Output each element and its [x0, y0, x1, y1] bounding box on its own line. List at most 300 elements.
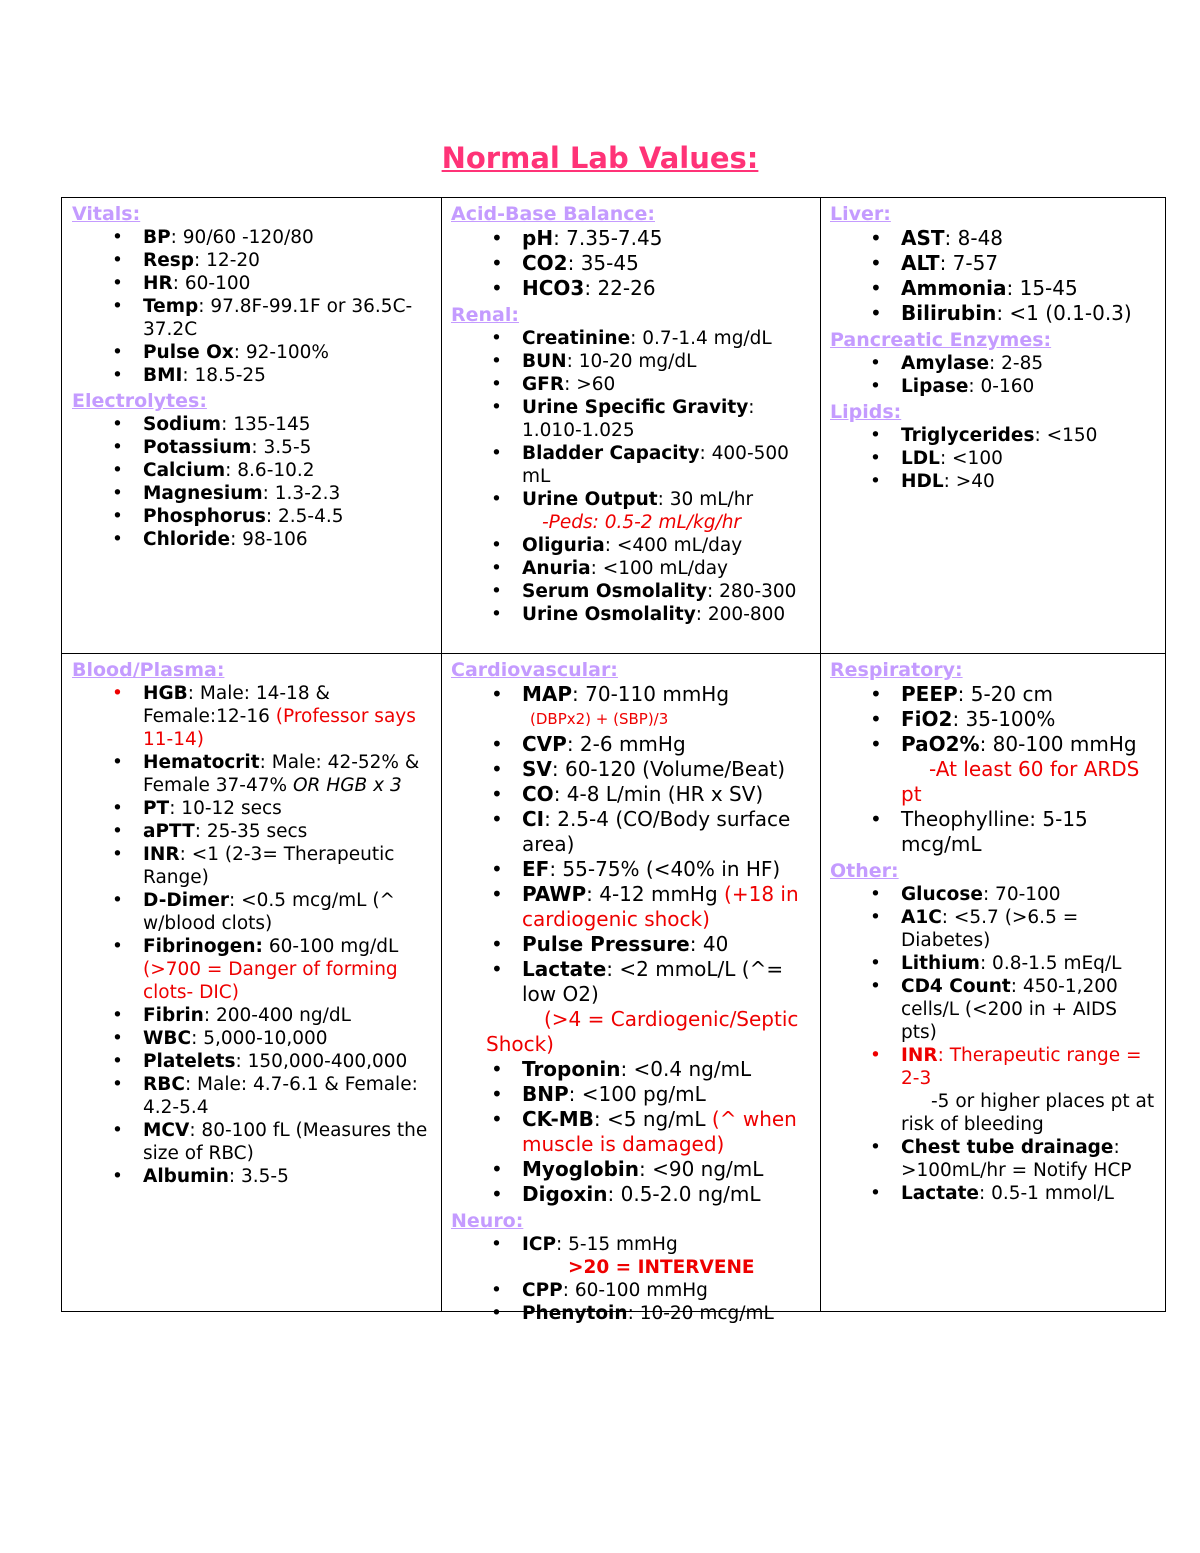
lab-label: Potassium	[143, 437, 252, 458]
lab-label: FiO2	[901, 707, 953, 731]
lab-label: CO2	[522, 251, 568, 275]
bullet-icon: •	[112, 483, 123, 504]
bullet-icon: •	[491, 732, 503, 756]
bullet-icon: •	[491, 276, 503, 300]
cell-respiratory-other	[820, 654, 1166, 1311]
lab-item	[830, 424, 1158, 447]
bullet-icon: •	[870, 353, 881, 374]
lab-label: Lactate	[901, 1183, 979, 1204]
bullet-icon: •	[491, 351, 502, 372]
lab-value: : 90/60 -120/80	[170, 227, 314, 248]
lab-value: : 0.7-1.4 mg/dL	[630, 328, 772, 349]
lab-value: : >40	[943, 471, 995, 492]
lab-label: Amylase	[901, 353, 990, 374]
lab-item	[451, 226, 812, 251]
lab-label: Bladder Capacity	[522, 443, 700, 464]
lab-label: SV	[522, 757, 552, 781]
bullet-icon: •	[870, 732, 882, 756]
section-heading: Liver:	[830, 203, 891, 225]
lab-label: Chloride	[143, 529, 231, 550]
lab-value: : <400 mL/day	[604, 535, 743, 556]
lab-value: : <1 (0.1-0.3)	[996, 301, 1132, 325]
lab-item	[451, 327, 812, 350]
lab-label: HDL	[901, 471, 944, 492]
bullet-icon: •	[491, 489, 502, 510]
lab-label: Fibrin	[143, 1005, 204, 1026]
lab-value: : 4-8 L/min (HR x SV)	[553, 782, 764, 806]
bullet-icon: •	[491, 535, 502, 556]
lab-value: : 0-160	[968, 376, 1035, 397]
lab-value: : 25-35 secs	[194, 821, 308, 842]
lab-item	[830, 906, 1158, 952]
lab-value: : <100	[939, 448, 1003, 469]
bullet-icon: •	[870, 884, 881, 905]
lab-item	[830, 707, 1158, 732]
bullet-icon: •	[870, 448, 881, 469]
lab-label: RBC	[143, 1074, 185, 1095]
lab-note: (Professor says 11-14)	[143, 706, 416, 750]
cell-vitals-electrolytes	[62, 198, 441, 653]
lab-item	[451, 1157, 812, 1182]
lab-value: : 200-800	[695, 604, 786, 625]
lab-label: LDL	[901, 448, 940, 469]
lab-label: Creatinine	[522, 328, 631, 349]
bullet-icon: •	[112, 1074, 123, 1095]
lab-value: : <5.7 (>6.5 = Diabetes)	[901, 907, 1079, 951]
lab-label: PEEP	[901, 682, 958, 706]
lab-value: : 7.35-7.45	[553, 226, 663, 250]
section-heading: Neuro:	[451, 1210, 524, 1232]
lab-item	[72, 226, 433, 249]
bullet-icon: •	[112, 936, 123, 957]
lab-label: Lipase	[901, 376, 969, 397]
bullet-icon: •	[491, 682, 503, 706]
lab-item	[72, 528, 433, 551]
lab-item	[72, 413, 433, 436]
bullet-icon: •	[112, 414, 123, 435]
lab-item	[72, 364, 433, 387]
lab-label: Lithium	[901, 953, 980, 974]
lab-label: Albumin	[143, 1166, 229, 1187]
bullet-icon: •	[112, 890, 123, 911]
lab-value: : 70-110 mmHg	[572, 682, 730, 706]
lab-value: : 97.8F-99.1F or 36.5C-37.2C	[143, 296, 413, 340]
bullet-icon: •	[491, 1182, 503, 1206]
lab-value: : <150	[1034, 425, 1098, 446]
bullet-icon: •	[491, 957, 503, 981]
lab-value: : <100 mL/day	[590, 558, 729, 579]
lab-item	[451, 732, 812, 757]
lab-label: Hematocrit	[143, 752, 260, 773]
lab-item	[72, 459, 433, 482]
lab-label: Magnesium	[143, 483, 263, 504]
bullet-icon: •	[491, 374, 502, 395]
lab-item	[72, 935, 433, 1004]
lab-label: Myoglobin	[522, 1157, 640, 1181]
bullet-icon: •	[112, 460, 123, 481]
lab-label: Urine Specific Gravity	[522, 397, 749, 418]
lab-value: : 8.6-10.2	[225, 460, 315, 481]
lab-item	[830, 470, 1158, 493]
cell-cardiovascular-neuro	[441, 654, 820, 1324]
bullet-icon: •	[112, 529, 123, 550]
bullet-icon: •	[491, 1107, 503, 1131]
lab-item	[451, 488, 812, 534]
lab-value: : 400-500 mL	[522, 443, 789, 487]
lab-value: : 2-6 mmHg	[566, 732, 686, 756]
lab-value: : 92-100%	[233, 342, 329, 363]
bullet-icon: •	[112, 227, 123, 248]
section-heading: Renal:	[451, 304, 519, 326]
lab-value: : 0.5-1 mmol/L	[978, 1183, 1114, 1204]
lab-item	[72, 272, 433, 295]
lab-label: BUN	[522, 351, 567, 372]
lab-item	[451, 603, 812, 626]
lab-item	[451, 373, 812, 396]
lab-value: : 3.5-5	[228, 1166, 289, 1187]
bullet-icon: •	[870, 471, 881, 492]
lab-value: : <90 ng/mL	[639, 1157, 764, 1181]
bullet-icon: •	[491, 558, 502, 579]
bullet-icon: •	[491, 443, 502, 464]
lab-item	[830, 883, 1158, 906]
lab-value: : 8-48	[944, 226, 1004, 250]
lab-label: Anuria	[522, 558, 591, 579]
lab-value: : 10-12 secs	[169, 798, 282, 819]
lab-label: WBC	[143, 1028, 192, 1049]
lab-item	[830, 1182, 1158, 1205]
bullet-icon: •	[491, 581, 502, 602]
lab-label: AST	[901, 226, 945, 250]
lab-item	[72, 682, 433, 751]
bullet-icon: •	[491, 1082, 503, 1106]
lab-item	[830, 975, 1158, 1044]
lab-value: : 35-45	[567, 251, 639, 275]
lab-note: (^ when muscle is damaged)	[522, 1107, 797, 1156]
section-list	[451, 682, 812, 1207]
lab-label: Troponin	[522, 1057, 621, 1081]
lab-label: Calcium	[143, 460, 226, 481]
lab-label: D-Dimer	[143, 890, 230, 911]
lab-value: : >100mL/hr = Notify HCP	[901, 1137, 1132, 1181]
lab-item	[72, 505, 433, 528]
bullet-icon: •	[491, 1280, 502, 1301]
section-list	[72, 682, 433, 1188]
lab-item	[451, 882, 812, 932]
lab-value: : 0.5-2.0 ng/mL	[607, 1182, 761, 1206]
lab-item	[72, 1165, 433, 1188]
lab-item	[451, 442, 812, 488]
lab-label: Urine Output	[522, 489, 658, 510]
lab-item	[72, 820, 433, 843]
lab-item	[451, 957, 812, 1057]
lab-item	[451, 782, 812, 807]
bullet-icon: •	[491, 757, 503, 781]
section-list	[451, 226, 812, 301]
section-list	[451, 1233, 812, 1325]
lab-value: : Male: 14-18 & Female:12-16	[143, 683, 330, 727]
section-list	[830, 424, 1158, 493]
section-heading: Cardiovascular:	[451, 659, 618, 681]
bullet-icon: •	[870, 807, 882, 831]
lab-item	[830, 807, 1158, 857]
lab-value: Theophylline: 5-15 mcg/mL	[901, 807, 1088, 856]
lab-item	[72, 1027, 433, 1050]
cell-acid-base-renal	[441, 198, 820, 653]
section-heading: Acid-Base Balance:	[451, 203, 655, 225]
section-list	[72, 226, 433, 387]
lab-label: Oliguria	[522, 535, 605, 556]
bullet-icon: •	[870, 251, 882, 275]
cell-liver-pancreas-lipids	[820, 198, 1166, 653]
lab-label: INR	[901, 1045, 938, 1066]
lab-item	[830, 447, 1158, 470]
section-heading: Other:	[830, 860, 899, 882]
lab-value: : 280-300	[707, 581, 797, 602]
bullet-icon: •	[870, 425, 881, 446]
bullet-icon: •	[112, 844, 123, 865]
section-list	[72, 413, 433, 551]
lab-item	[830, 375, 1158, 398]
lab-label: Phosphorus	[143, 506, 266, 527]
bullet-icon: •	[870, 682, 882, 706]
lab-label: CK-MB	[522, 1107, 594, 1131]
lab-label: HR	[143, 273, 173, 294]
bullet-icon: •	[491, 1157, 503, 1181]
section-heading: Lipids:	[830, 401, 902, 423]
bullet-icon: •	[491, 1234, 502, 1255]
lab-item	[451, 534, 812, 557]
lab-value: : 40	[689, 932, 729, 956]
bullet-icon: •	[112, 1120, 123, 1141]
lab-label: BP	[143, 227, 171, 248]
lab-subnote: -At least 60 for ARDS pt	[901, 757, 1140, 806]
lab-label: MCV	[143, 1120, 190, 1141]
red-bullet-icon: •	[870, 1045, 881, 1066]
lab-item	[451, 580, 812, 603]
lab-label: CVP	[522, 732, 567, 756]
lab-item	[72, 751, 433, 797]
lab-item	[451, 1082, 812, 1107]
lab-label: Sodium	[143, 414, 222, 435]
lab-label: ALT	[901, 251, 940, 275]
lab-value: : 10-20 mg/dL	[566, 351, 697, 372]
lab-item	[451, 557, 812, 580]
bullet-icon: •	[491, 857, 503, 881]
lab-value: : Male: 4.7-6.1 & Female: 4.2-5.4	[143, 1074, 418, 1118]
section-list	[830, 352, 1158, 398]
bullet-icon: •	[870, 707, 882, 731]
bullet-icon: •	[112, 1028, 123, 1049]
lab-value: : 3.5-5	[251, 437, 312, 458]
bullet-icon: •	[491, 807, 503, 831]
lab-label: ICP	[522, 1234, 557, 1255]
bullet-icon: •	[112, 1166, 123, 1187]
bullet-icon: •	[870, 301, 882, 325]
lab-value: : 80-100 mmHg	[979, 732, 1137, 756]
lab-value: : 5,000-10,000	[191, 1028, 328, 1049]
lab-value: : <0.5 mcg/mL (^ w/blood clots)	[143, 890, 396, 934]
bullet-icon: •	[870, 1137, 881, 1158]
lab-label: Urine Osmolality	[522, 604, 696, 625]
lab-label: Fibrinogen:	[143, 936, 263, 957]
lab-value: 60-100 mg/dL	[262, 936, 399, 957]
section-heading: Blood/Plasma:	[72, 659, 225, 681]
lab-item	[451, 1279, 812, 1302]
lab-item	[830, 682, 1158, 707]
lab-subnote: >20 = INTERVENE	[568, 1257, 755, 1278]
lab-value: : <100 pg/mL	[568, 1082, 706, 1106]
bullet-icon: •	[870, 976, 881, 997]
lab-value: : 1.010-1.025	[522, 397, 755, 441]
lab-label: BMI	[143, 365, 183, 386]
lab-label: Phenytoin	[522, 1303, 628, 1324]
section-list	[830, 682, 1158, 857]
lab-value: : 55-75% (<40% in HF)	[549, 857, 781, 881]
bullet-icon: •	[112, 506, 123, 527]
lab-value: : 98-106	[230, 529, 308, 550]
lab-label: Pulse Pressure	[522, 932, 690, 956]
bullet-icon: •	[870, 953, 881, 974]
lab-value: : 5-20 cm	[957, 682, 1053, 706]
lab-label: pH	[522, 226, 554, 250]
bullet-icon: •	[112, 1005, 123, 1026]
bullet-icon: •	[112, 1051, 123, 1072]
lab-item	[830, 276, 1158, 301]
lab-item	[72, 1050, 433, 1073]
lab-label: INR	[143, 844, 180, 865]
lab-value: : 0.8-1.5 mEq/L	[979, 953, 1122, 974]
lab-item	[830, 732, 1158, 807]
bullet-icon: •	[112, 365, 123, 386]
lab-label: Triglycerides	[901, 425, 1035, 446]
lab-label: PaO2%	[901, 732, 980, 756]
bullet-icon: •	[491, 1057, 503, 1081]
bullet-icon: •	[112, 342, 123, 363]
lab-value: : 2-85	[989, 353, 1044, 374]
bullet-icon: •	[870, 376, 881, 397]
lab-item	[451, 1182, 812, 1207]
lab-item	[72, 436, 433, 459]
lab-item	[451, 1107, 812, 1157]
lab-value: : 80-100 fL (Measures the size of RBC)	[143, 1120, 428, 1164]
bullet-icon: •	[112, 273, 123, 294]
lab-label: GFR	[522, 374, 565, 395]
lab-label: PAWP	[522, 882, 587, 906]
bullet-icon: •	[491, 397, 502, 418]
lab-note: (+18 in cardiogenic shock)	[522, 882, 799, 931]
lab-item	[451, 350, 812, 373]
lab-label: Serum Osmolality	[522, 581, 708, 602]
lab-value: : <1 (2-3= Therapeutic Range)	[143, 844, 395, 888]
lab-subnote: -Peds: 0.5-2 mL/kg/hr	[542, 512, 742, 533]
lab-item	[451, 932, 812, 957]
lab-value: : 10-20 mcg/mL	[627, 1303, 774, 1324]
lab-value-note: OR HGB x 3	[293, 775, 402, 796]
lab-value: : 60-120 (Volume/Beat)	[551, 757, 786, 781]
section-heading: Vitals:	[72, 203, 141, 225]
section-list	[830, 883, 1158, 1205]
lab-item	[72, 341, 433, 364]
lab-value: : 7-57	[939, 251, 999, 275]
lab-item	[451, 682, 812, 732]
lab-item	[72, 843, 433, 889]
bullet-icon: •	[491, 1303, 502, 1324]
lab-value: : 18.5-25	[182, 365, 266, 386]
lab-label: Platelets	[143, 1051, 236, 1072]
lab-label: CI	[522, 807, 545, 831]
bullet-icon: •	[491, 226, 503, 250]
lab-value: : Male: 42-52% & Female 37-47%	[143, 752, 420, 796]
lab-value: : 135-145	[221, 414, 311, 435]
bullet-icon: •	[870, 276, 882, 300]
lab-item	[451, 1233, 812, 1279]
lab-note: (>700 = Danger of forming clots- DIC)	[143, 959, 398, 1003]
lab-value: : 150,000-400,000	[235, 1051, 408, 1072]
section-heading: Respiratory:	[830, 659, 963, 681]
bullet-icon: •	[491, 782, 503, 806]
lab-item	[451, 396, 812, 442]
lab-item	[72, 482, 433, 505]
lab-item	[830, 251, 1158, 276]
lab-subnote: -5 or higher places pt at risk of bleeding	[901, 1091, 1155, 1135]
lab-value: : Therapeutic range = 2-3	[901, 1045, 1142, 1089]
lab-item	[451, 807, 812, 857]
bullet-icon: •	[112, 821, 123, 842]
bullet-icon: •	[870, 226, 882, 250]
lab-label: Temp	[143, 296, 199, 317]
lab-label: PT	[143, 798, 170, 819]
lab-value: : >60	[564, 374, 616, 395]
bullet-icon: •	[870, 1183, 881, 1204]
lab-item	[72, 249, 433, 272]
lab-label: CO	[522, 782, 554, 806]
lab-value: : 12-20	[194, 250, 260, 271]
section-list	[830, 226, 1158, 326]
lab-item	[72, 1073, 433, 1119]
section-list	[451, 327, 812, 626]
lab-item	[72, 1004, 433, 1027]
bullet-icon: •	[491, 932, 503, 956]
lab-value: : 450-1,200 cells/L (<200 in + AIDS pts)	[901, 976, 1118, 1043]
lab-item	[72, 1119, 433, 1165]
lab-item	[72, 295, 433, 341]
lab-value: : 2.5-4.5	[265, 506, 344, 527]
lab-value: : <5 ng/mL	[593, 1107, 712, 1131]
lab-label: Resp	[143, 250, 195, 271]
lab-value: : 35-100%	[952, 707, 1056, 731]
red-bullet-icon: •	[112, 683, 123, 704]
lab-label: Glucose	[901, 884, 983, 905]
lab-subnote: (DBPx2) + (SBP)/3	[530, 710, 669, 728]
lab-value: : <2 mmoL/L (^= low O2)	[522, 957, 784, 1006]
section-heading: Electrolytes:	[72, 390, 207, 412]
bullet-icon: •	[491, 604, 502, 625]
lab-label: Digoxin	[522, 1182, 608, 1206]
lab-label: CPP	[522, 1280, 563, 1301]
lab-label: A1C	[901, 907, 942, 928]
lab-values-table	[61, 197, 1166, 1324]
bullet-icon: •	[112, 437, 123, 458]
lab-item	[451, 251, 812, 276]
lab-item	[72, 889, 433, 935]
bullet-icon: •	[112, 798, 123, 819]
lab-item	[451, 757, 812, 782]
lab-value: : 22-26	[584, 276, 656, 300]
bullet-icon: •	[112, 752, 123, 773]
bullet-icon: •	[491, 328, 502, 349]
bullet-icon: •	[491, 882, 503, 906]
